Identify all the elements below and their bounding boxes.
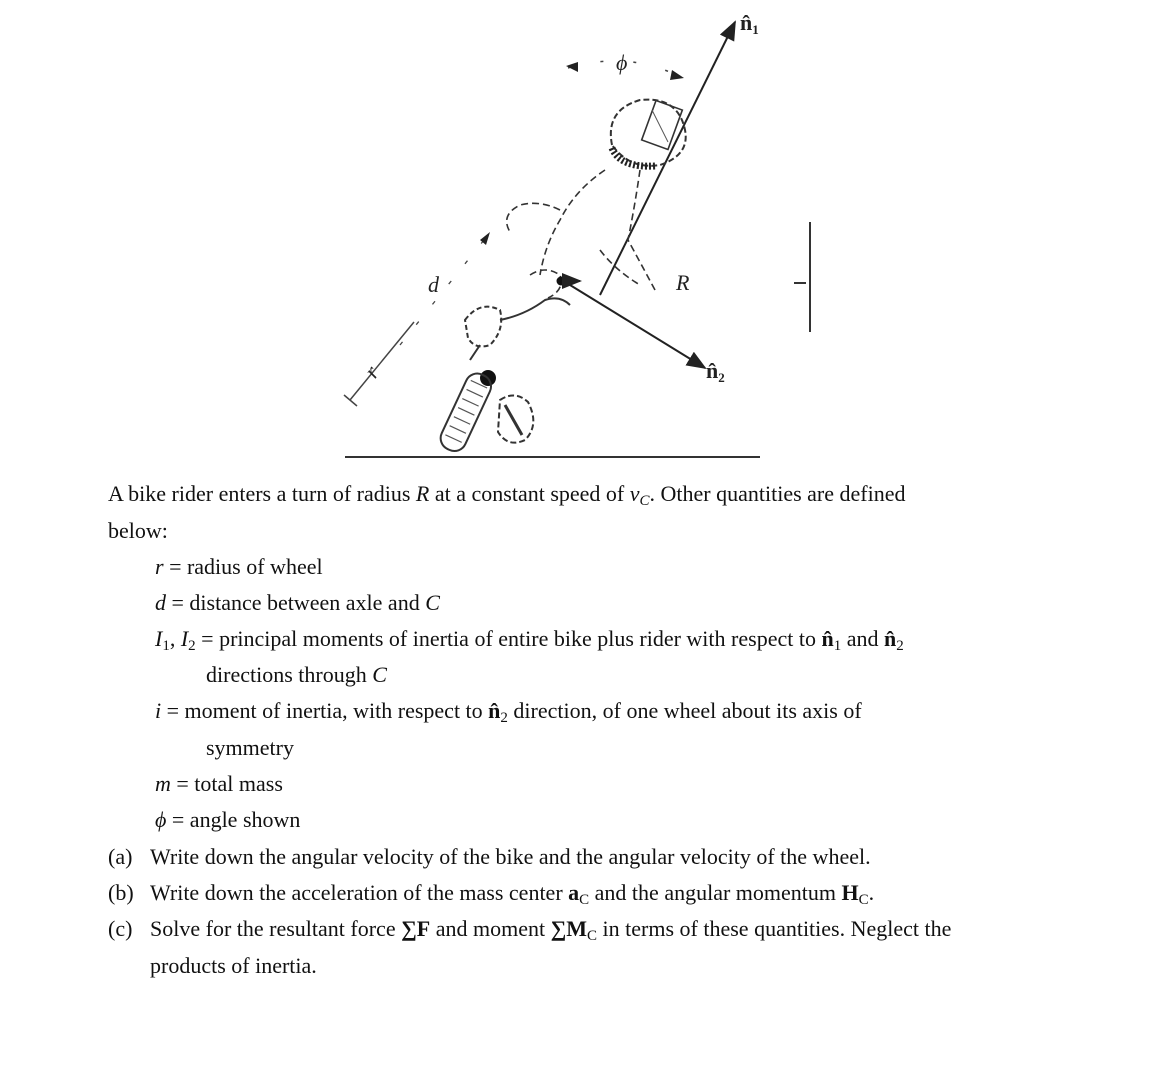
n2-label: n̂2 — [706, 358, 725, 385]
intro-line-2: below: — [108, 518, 168, 543]
bike-handlebar — [465, 298, 570, 360]
def-r: r = radius of wheel — [155, 554, 323, 579]
bike-rider-figure — [0, 0, 1168, 470]
r-label: r — [358, 361, 385, 383]
def-phi: ϕ = angle shown — [155, 807, 301, 832]
question-b-label: (b) — [108, 880, 134, 905]
phi-label: ϕ — [616, 50, 628, 75]
rider-helmet — [611, 100, 686, 167]
question-c-line-2: products of inertia. — [150, 953, 317, 978]
question-b: (b) Write down the acceleration of the mass center $a_C$ and the angular momentum $H_C$. — [108, 880, 875, 908]
R-label: R — [676, 270, 690, 295]
phi-arc-tick-left — [566, 62, 578, 72]
n2-axis-arrow — [570, 285, 705, 368]
def-i-line-2: symmetry — [206, 735, 294, 760]
def-d: d = distance between axle and C — [155, 590, 440, 615]
r-dimension-end-tick — [344, 395, 357, 406]
d-label: d — [428, 272, 439, 297]
question-a: (a) Write down the angular velocity of the bike and the angular velocity of the wheel. — [108, 844, 871, 869]
phi-arc-tick-right — [670, 70, 684, 80]
def-I-line-1: $I_1$, $I_2$ = principal moments of inertia of entire bike plus rider with respect to $n̂_1$ and $n̂_2$ — [155, 626, 904, 654]
rider-body — [507, 170, 655, 298]
question-c-label: (c) — [108, 916, 133, 941]
bike-rear — [498, 395, 533, 442]
r-dimension-line — [350, 322, 414, 400]
intro-line-1: A bike rider enters a turn of radius R at a constant speed of $v_C$. Other quantities are defined — [108, 481, 906, 509]
mass-center-dot — [557, 277, 566, 286]
n1-label: n̂1 — [740, 10, 759, 37]
question-c: (c) Solve for the resultant force ∑F and moment $\sum M_C$ in terms of these quantities. Neglect the — [108, 916, 952, 944]
def-I-line-2: directions through C — [206, 662, 387, 687]
def-i-line-1: i = moment of inertia, with respect to $n̂_2$ direction, of one wheel about its axis of — [155, 698, 862, 726]
d-dimension-line — [400, 235, 488, 345]
def-m: m = total mass — [155, 771, 283, 796]
question-a-label: (a) — [108, 844, 133, 869]
